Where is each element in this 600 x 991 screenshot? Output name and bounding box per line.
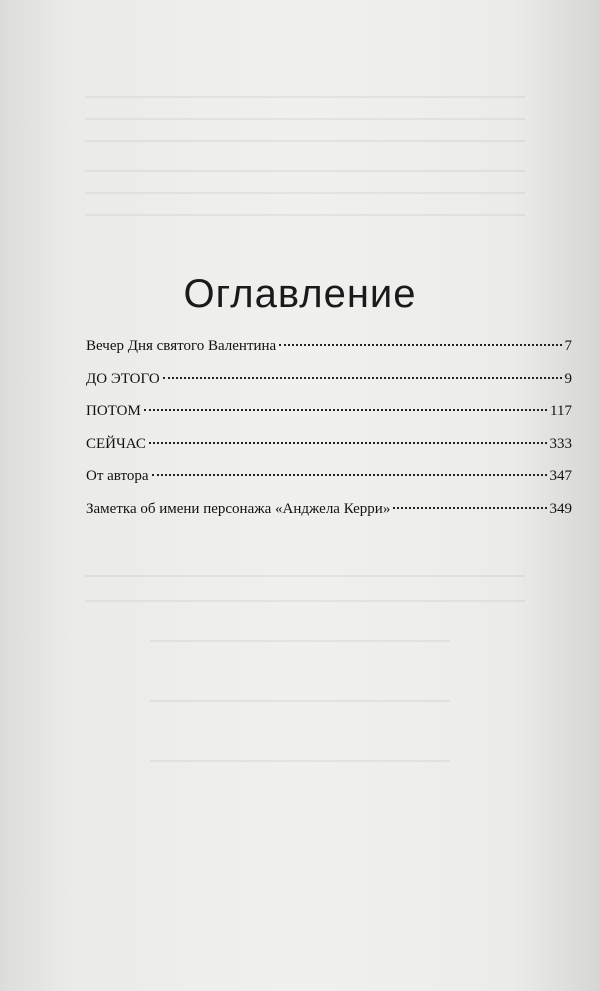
toc-entry-page: 7 (564, 338, 572, 354)
page-title: Оглавление (183, 272, 417, 316)
dot-leader (152, 474, 547, 476)
toc-entry-page: 9 (564, 370, 572, 387)
bleed-through-line (150, 760, 450, 762)
toc-entry-page: 117 (550, 403, 572, 419)
bleed-through-line (85, 118, 525, 120)
toc-entry-label: ДО ЭТОГО (86, 370, 160, 387)
toc-entry-label: СЕЙЧАС (86, 435, 146, 452)
toc-entry-label: Заметка об имени персонажа «Анджела Керри» (86, 500, 391, 517)
bleed-through-line (150, 640, 450, 642)
toc-entry-label: Вечер Дня святого Валентина (86, 338, 277, 354)
dot-leader (279, 344, 561, 346)
bleed-through-line (85, 192, 525, 194)
toc-entry[interactable] (86, 338, 572, 371)
dot-leader (149, 442, 547, 444)
toc-entry[interactable] (86, 403, 572, 436)
toc-entry[interactable] (86, 371, 572, 404)
dot-leader (163, 377, 562, 379)
dot-leader (144, 409, 547, 411)
bleed-through-line (85, 170, 525, 172)
toc-entry[interactable] (86, 468, 572, 501)
toc-entry[interactable] (86, 436, 572, 469)
toc-entry-page: 333 (549, 435, 572, 452)
bleed-through-line (85, 575, 525, 577)
bleed-through-line (85, 214, 525, 216)
toc-entry-page: 349 (549, 500, 572, 517)
bleed-through-line (85, 96, 525, 98)
toc-entry-label: ПОТОМ (86, 403, 141, 419)
bleed-through-line (150, 700, 450, 702)
toc-entry-page: 347 (549, 468, 572, 484)
bleed-through-line (85, 600, 525, 602)
toc-entry-label: От автора (86, 468, 149, 484)
bleed-through-line (85, 140, 525, 142)
table-of-contents (86, 338, 572, 533)
dot-leader (393, 507, 546, 509)
toc-entry[interactable] (86, 501, 572, 534)
